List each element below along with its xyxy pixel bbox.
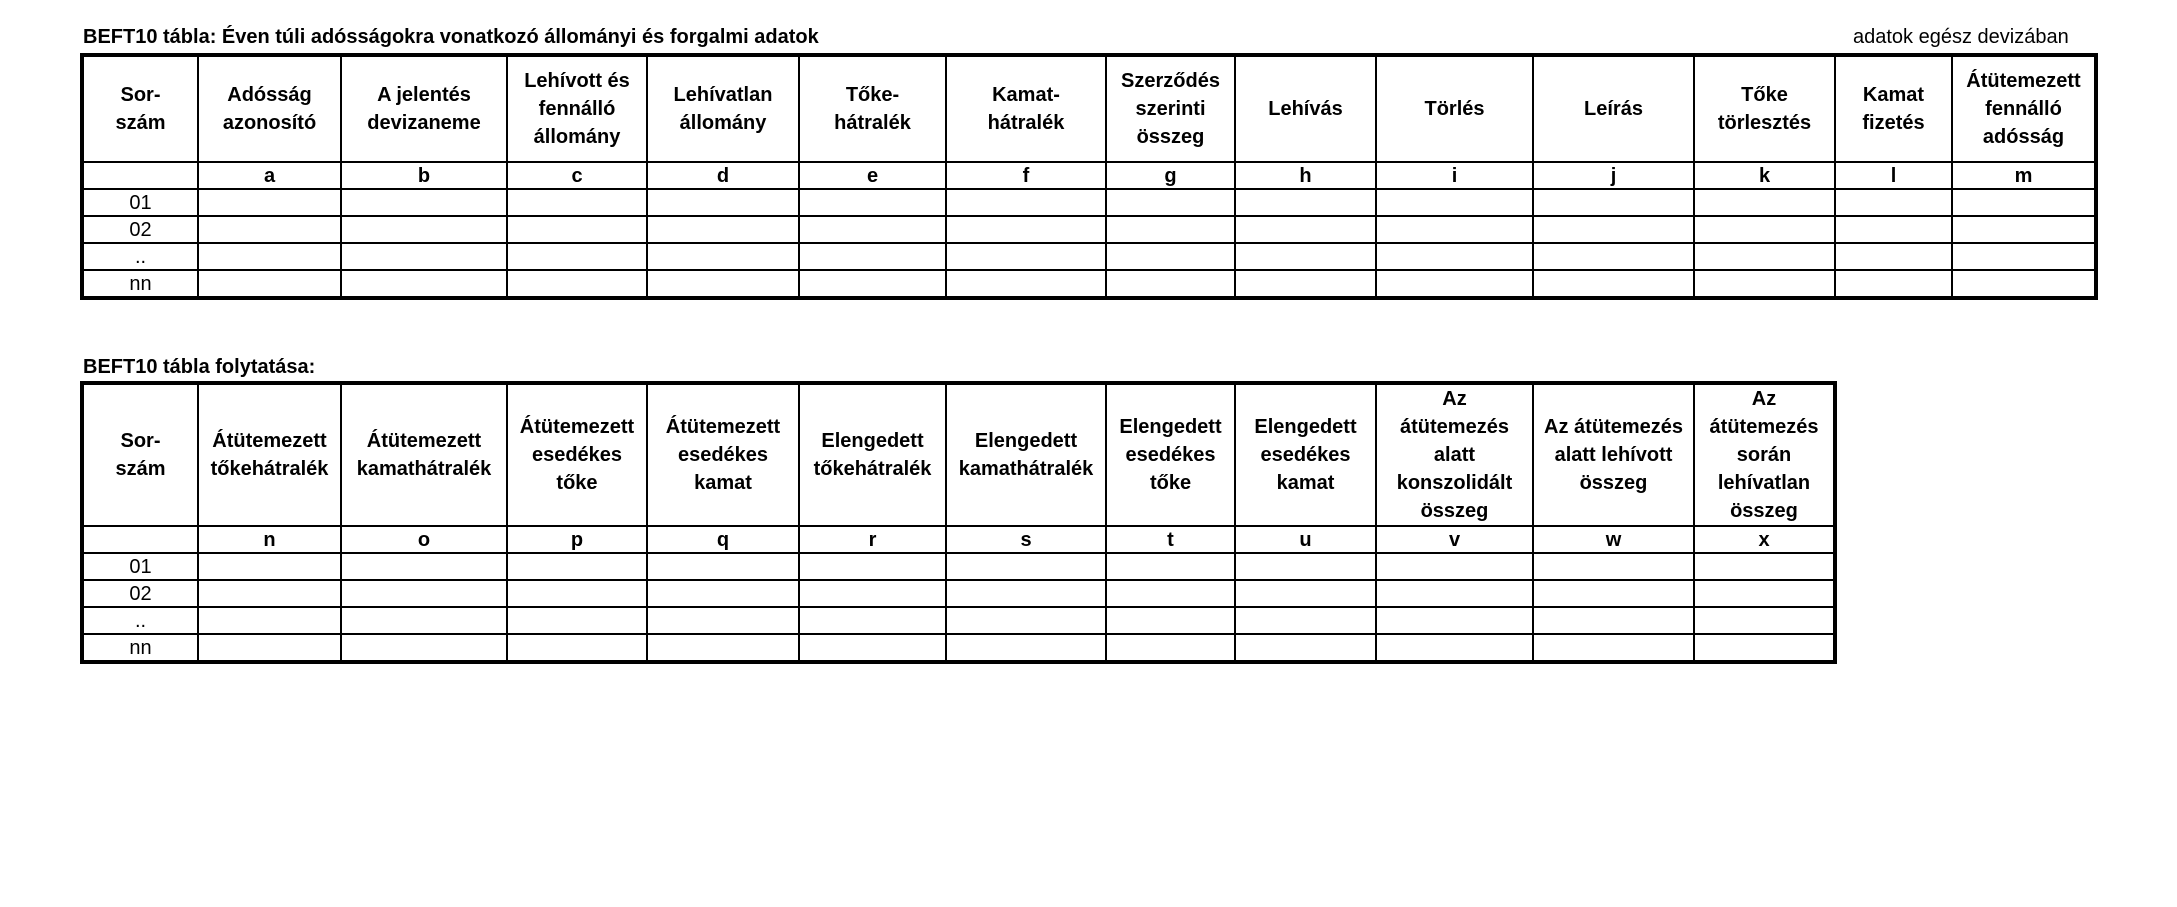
data-cell[interactable] <box>507 553 647 580</box>
data-cell[interactable] <box>1235 580 1376 607</box>
table2-header-label: Átütemezett tőkehátralék <box>210 430 329 480</box>
table2-header-cell <box>946 383 1106 526</box>
table1-column-letter: c <box>507 162 647 189</box>
table1-header-label: Lehívott és fennálló állomány <box>524 70 630 148</box>
table1-header-cell <box>1835 55 1952 162</box>
table1-letter-row <box>82 162 2096 189</box>
row-number: nn <box>82 270 198 298</box>
table1-header-cell <box>946 55 1106 162</box>
data-cell[interactable] <box>198 607 341 634</box>
data-cell[interactable] <box>647 243 799 270</box>
table-row <box>82 634 1835 662</box>
data-cell[interactable] <box>1376 189 1533 216</box>
table1-header-label: Szerződés szerinti összeg <box>1121 70 1220 148</box>
table2-column-letter: o <box>341 526 507 553</box>
table-row <box>82 243 2096 270</box>
table2-header-label: Elengedett esedékes tőke <box>1119 416 1222 494</box>
data-cell[interactable] <box>1106 243 1235 270</box>
table-row <box>82 580 1835 607</box>
data-cell[interactable] <box>647 634 799 662</box>
table1 <box>80 53 2098 300</box>
table2-letter-row <box>82 526 1835 553</box>
row-number: nn <box>82 634 198 662</box>
row-number: .. <box>82 243 198 270</box>
data-cell[interactable] <box>1235 189 1376 216</box>
data-cell[interactable] <box>341 553 507 580</box>
data-cell[interactable] <box>1106 634 1235 662</box>
data-cell[interactable] <box>341 607 507 634</box>
data-cell[interactable] <box>799 243 946 270</box>
table1-column-letter: e <box>799 162 946 189</box>
data-cell[interactable] <box>198 216 341 243</box>
table2-header-cell <box>647 383 799 526</box>
data-cell[interactable] <box>799 580 946 607</box>
data-cell[interactable] <box>198 634 341 662</box>
table2-header-cell <box>341 383 507 526</box>
table2-header-label: Elengedett tőkehátralék <box>813 430 932 480</box>
table1-header-label: A jelentés devizaneme <box>367 84 481 134</box>
table1-title: BEFT10 tábla: Éven túli adósságokra vonatkozó állományi és forgalmi adatok <box>83 26 819 48</box>
data-cell[interactable] <box>946 243 1106 270</box>
table1-column-letter: j <box>1533 162 1694 189</box>
table1-header-label: Adósság azonosító <box>222 84 317 134</box>
table-row <box>82 216 2096 243</box>
table2-header-label: Átütemezett kamathátralék <box>356 430 492 480</box>
data-cell[interactable] <box>507 216 647 243</box>
table1-header-cell <box>1106 55 1235 162</box>
data-cell[interactable] <box>1235 634 1376 662</box>
table1-header-cell <box>1235 55 1376 162</box>
data-cell[interactable] <box>799 216 946 243</box>
table1-header-label: Kamat fizetés <box>1862 84 1925 134</box>
table1-header-cell <box>799 55 946 162</box>
data-cell[interactable] <box>1235 607 1376 634</box>
table2-header-label: Az átütemezés alatt lehívott összeg <box>1544 416 1683 494</box>
table1-column-letter: f <box>946 162 1106 189</box>
table2-header-cell <box>1533 383 1694 526</box>
data-cell[interactable] <box>946 216 1106 243</box>
table2-header-cell <box>1235 383 1376 526</box>
data-cell[interactable] <box>1376 216 1533 243</box>
table2-column-letter: w <box>1533 526 1694 553</box>
data-cell[interactable] <box>1694 634 1835 662</box>
data-cell[interactable] <box>341 634 507 662</box>
table2-column-letter: n <box>198 526 341 553</box>
data-cell[interactable] <box>341 243 507 270</box>
table2-column-letter: s <box>946 526 1106 553</box>
table1-header-label: Sor- szám <box>115 84 166 134</box>
table2-header-cell <box>1106 383 1235 526</box>
data-cell[interactable] <box>1376 553 1533 580</box>
table-row <box>82 189 2096 216</box>
data-cell[interactable] <box>799 634 946 662</box>
data-cell[interactable] <box>198 553 341 580</box>
data-cell[interactable] <box>341 189 507 216</box>
data-cell[interactable] <box>946 580 1106 607</box>
data-cell[interactable] <box>1376 580 1533 607</box>
data-cell[interactable] <box>647 607 799 634</box>
row-number: 02 <box>82 580 198 607</box>
table1-header-cell <box>1694 55 1835 162</box>
table1-header-cell <box>82 55 198 162</box>
data-cell[interactable] <box>1376 634 1533 662</box>
data-cell[interactable] <box>1533 580 1694 607</box>
data-cell[interactable] <box>198 580 341 607</box>
table2-header-label: Az átütemezés alatt konszolidált összeg <box>1396 388 1513 522</box>
data-cell[interactable] <box>1835 189 1952 216</box>
data-cell[interactable] <box>799 607 946 634</box>
table1-header-label: Leírás <box>1584 98 1643 120</box>
table2-header-cell <box>1376 383 1533 526</box>
data-cell[interactable] <box>507 189 647 216</box>
data-cell[interactable] <box>647 553 799 580</box>
table1-column-letter: d <box>647 162 799 189</box>
table2-column-letter: r <box>799 526 946 553</box>
data-cell[interactable] <box>507 580 647 607</box>
table2-column-letter <box>82 526 198 553</box>
data-cell[interactable] <box>1952 216 2096 243</box>
data-cell[interactable] <box>946 189 1106 216</box>
table1-header-label: Tőke törlesztés <box>1717 84 1812 134</box>
table2-header-label: Sor- szám <box>115 430 166 480</box>
table1-header-label: Lehívatlan állomány <box>673 84 773 134</box>
table1-header-cell <box>198 55 341 162</box>
data-cell[interactable] <box>1235 270 1376 298</box>
data-cell[interactable] <box>1533 607 1694 634</box>
data-cell[interactable] <box>1694 270 1835 298</box>
table2-column-letter: q <box>647 526 799 553</box>
data-cell[interactable] <box>1376 607 1533 634</box>
data-cell[interactable] <box>647 216 799 243</box>
data-cell[interactable] <box>1533 216 1694 243</box>
data-cell[interactable] <box>1533 243 1694 270</box>
table1-header-label: Tőke- hátralék <box>834 84 911 134</box>
data-cell[interactable] <box>799 189 946 216</box>
table1-header-cell <box>507 55 647 162</box>
data-cell[interactable] <box>1235 243 1376 270</box>
table2-column-letter: v <box>1376 526 1533 553</box>
table2-header-label: Átütemezett esedékes tőke <box>519 416 635 494</box>
table-row <box>82 607 1835 634</box>
data-cell[interactable] <box>1235 216 1376 243</box>
data-cell[interactable] <box>1235 553 1376 580</box>
table2-header-label: Az átütemezés során lehívatlan összeg <box>1709 388 1819 522</box>
data-cell[interactable] <box>946 270 1106 298</box>
table2-column-letter: x <box>1694 526 1835 553</box>
data-cell[interactable] <box>1106 553 1235 580</box>
table1-header-label: Törlés <box>1424 98 1485 120</box>
row-number: 02 <box>82 216 198 243</box>
table1-header-label: Lehívás <box>1268 98 1343 120</box>
table1-column-letter: i <box>1376 162 1533 189</box>
data-cell[interactable] <box>1106 189 1235 216</box>
data-cell[interactable] <box>1835 270 1952 298</box>
table1-column-letter: g <box>1106 162 1235 189</box>
data-cell[interactable] <box>1694 243 1835 270</box>
unit-note: adatok egész devizában <box>1853 26 2069 48</box>
data-cell[interactable] <box>1533 270 1694 298</box>
data-cell[interactable] <box>799 553 946 580</box>
table2-header-row <box>82 383 1835 526</box>
table1-column-letter: b <box>341 162 507 189</box>
table-row <box>82 270 2096 298</box>
data-cell[interactable] <box>946 634 1106 662</box>
data-cell[interactable] <box>799 270 946 298</box>
table1-header-row <box>82 55 2096 162</box>
table1-column-letter: l <box>1835 162 1952 189</box>
data-cell[interactable] <box>647 270 799 298</box>
data-cell[interactable] <box>1694 580 1835 607</box>
data-cell[interactable] <box>1952 243 2096 270</box>
data-cell[interactable] <box>1835 216 1952 243</box>
table1-column-letter: k <box>1694 162 1835 189</box>
table2-header-label: Átütemezett esedékes kamat <box>665 416 781 494</box>
data-cell[interactable] <box>647 580 799 607</box>
table1-header-cell <box>1533 55 1694 162</box>
data-cell[interactable] <box>1694 189 1835 216</box>
table2-header-cell <box>198 383 341 526</box>
data-cell[interactable] <box>1106 580 1235 607</box>
table1-column-letter <box>82 162 198 189</box>
data-cell[interactable] <box>1376 243 1533 270</box>
data-cell[interactable] <box>1533 553 1694 580</box>
table2-column-letter: t <box>1106 526 1235 553</box>
table1-header-cell <box>647 55 799 162</box>
data-cell[interactable] <box>198 270 341 298</box>
row-number: 01 <box>82 553 198 580</box>
data-cell[interactable] <box>1106 270 1235 298</box>
table1-header-label: Kamat- hátralék <box>987 84 1065 134</box>
table2-header-cell <box>82 383 198 526</box>
data-cell[interactable] <box>1376 270 1533 298</box>
data-cell[interactable] <box>1694 553 1835 580</box>
data-cell[interactable] <box>507 634 647 662</box>
data-cell[interactable] <box>507 243 647 270</box>
data-cell[interactable] <box>1533 634 1694 662</box>
table1-header-cell <box>341 55 507 162</box>
table2-header-label: Elengedett esedékes kamat <box>1254 416 1357 494</box>
data-cell[interactable] <box>946 607 1106 634</box>
row-number: .. <box>82 607 198 634</box>
data-cell[interactable] <box>341 270 507 298</box>
table-row <box>82 553 1835 580</box>
data-cell[interactable] <box>1952 189 2096 216</box>
data-cell[interactable] <box>1694 607 1835 634</box>
table2-header-cell <box>799 383 946 526</box>
table2-column-letter: u <box>1235 526 1376 553</box>
table2-title: BEFT10 tábla folytatása: <box>83 356 316 378</box>
data-cell[interactable] <box>341 216 507 243</box>
table2-column-letter: p <box>507 526 647 553</box>
data-cell[interactable] <box>198 243 341 270</box>
data-cell[interactable] <box>1835 243 1952 270</box>
table1-column-letter: a <box>198 162 341 189</box>
data-cell[interactable] <box>507 607 647 634</box>
table1-header-label: Átütemezett fennálló adósság <box>1966 70 2081 148</box>
data-cell[interactable] <box>1533 189 1694 216</box>
table1-header-cell <box>1952 55 2096 162</box>
table2-header-cell <box>507 383 647 526</box>
table2 <box>80 381 1837 664</box>
data-cell[interactable] <box>647 189 799 216</box>
data-cell[interactable] <box>1694 216 1835 243</box>
data-cell[interactable] <box>1952 270 2096 298</box>
data-cell[interactable] <box>946 553 1106 580</box>
data-cell[interactable] <box>1106 607 1235 634</box>
data-cell[interactable] <box>341 580 507 607</box>
table2-header-cell <box>1694 383 1835 526</box>
data-cell[interactable] <box>507 270 647 298</box>
table1-header-cell <box>1376 55 1533 162</box>
row-number: 01 <box>82 189 198 216</box>
table1-column-letter: h <box>1235 162 1376 189</box>
table1-column-letter: m <box>1952 162 2096 189</box>
table2-header-label: Elengedett kamathátralék <box>958 430 1094 480</box>
data-cell[interactable] <box>198 189 341 216</box>
data-cell[interactable] <box>1106 216 1235 243</box>
